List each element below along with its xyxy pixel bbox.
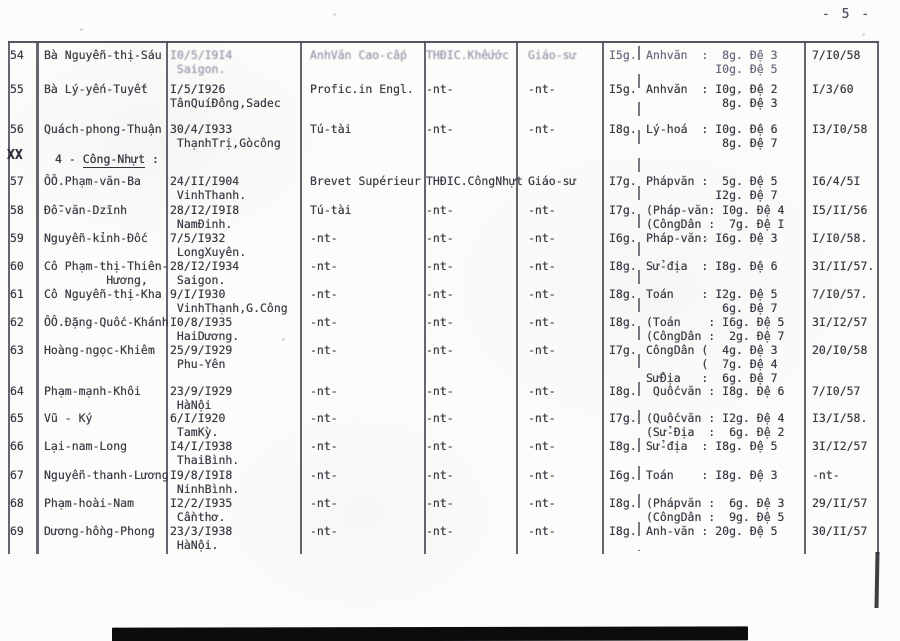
cell-func: -nt- — [528, 259, 556, 273]
cell-diploma: -nt- — [310, 315, 338, 329]
cell-num: 68 — [10, 496, 24, 510]
cell-dob: 7/5/I932 LongXuyên. — [170, 231, 247, 259]
cell-contract: THĐIC.CôngNhựt — [426, 174, 523, 188]
section-title: Công-Nhựt — [82, 152, 146, 166]
cell-hours: I8g. — [609, 315, 637, 329]
cell-diploma: Tú-tài — [310, 203, 352, 217]
cell-subjects: Toán : I8g. Đệ 3 — [646, 468, 778, 482]
column-rule-contract — [516, 41, 518, 554]
cell-dob: I4/I/I938 ThaiBình. — [170, 439, 240, 467]
cell-dob: 30/4/I933 ThạnhTrị,Gòcông — [170, 122, 281, 150]
scan-speck — [737, 92, 740, 95]
cell-name: Quách-phong-Thuận — [44, 122, 162, 136]
cell-diploma: -nt- — [310, 468, 338, 482]
cell-dob: 9/I/I930 VinhThạnh,G.Công — [170, 287, 288, 315]
page-number: - 5 - — [822, 7, 872, 22]
cell-hours: I8g. — [609, 287, 637, 301]
cell-date: I5/II/56 — [812, 203, 868, 217]
cell-diploma: Tú-tài — [310, 122, 352, 136]
cell-diploma: -nt- — [310, 411, 338, 425]
cell-contract: -nt- — [426, 468, 454, 482]
cell-name: Phạm-mạnh-Khôi — [44, 384, 141, 398]
section-heading — [55, 152, 159, 166]
cell-hours: I7g. — [609, 411, 637, 425]
cell-num: 56 — [10, 122, 24, 136]
cell-num: 63 — [10, 343, 24, 357]
column-rule-subjects — [804, 41, 806, 554]
cell-hours: I7g. — [609, 203, 637, 217]
cell-subjects: Sử-địa : I8g. Đệ 6 — [646, 259, 778, 273]
cell-subjects: Phápvăn : 5g. Đệ 5 I2g. Đệ 7 — [646, 174, 778, 202]
cell-num: 58 — [10, 203, 24, 217]
column-rule-function — [602, 41, 604, 554]
cell-diploma: -nt- — [310, 439, 338, 453]
cell-contract: -nt- — [426, 496, 454, 510]
cell-contract: -nt- — [426, 524, 454, 538]
table-top-rule — [8, 41, 879, 43]
cell-diploma: Brevet Supérieur — [310, 174, 421, 188]
cell-diploma: -nt- — [310, 496, 338, 510]
cell-num: 60 — [10, 259, 24, 273]
cell-func: -nt- — [528, 82, 556, 96]
cell-date: I6/4/5I — [812, 174, 861, 188]
cell-num: 55 — [10, 82, 24, 96]
cell-func: -nt- — [528, 496, 556, 510]
scan-speck — [282, 338, 285, 341]
cell-dob: 28/I2/I934 Saigon. — [170, 259, 240, 287]
cell-name: Lại-nam-Long — [44, 439, 128, 453]
cell-func: -nt- — [528, 524, 556, 538]
cell-name: Cô Nguyễn-thị-Kha — [44, 287, 162, 301]
cell-contract: -nt- — [426, 411, 454, 425]
cell-name: Bà Lý-yến-Tuyết — [44, 82, 148, 96]
cell-date: 30/II/57 — [812, 524, 868, 538]
cell-subjects: Quốcvăn : I8g. Đệ 6 — [646, 384, 785, 398]
cell-diploma: -nt- — [310, 384, 338, 398]
cell-name: ÔÔ.Phạm-văn-Ba — [44, 174, 141, 188]
cell-diploma: -nt- — [310, 259, 338, 273]
cell-func: Giáo-sư — [528, 174, 577, 188]
scan-artifact-bar — [112, 626, 748, 641]
cell-contract: -nt- — [426, 203, 454, 217]
scan-speck — [80, 28, 83, 31]
cell-num: 54 — [10, 48, 24, 62]
cell-hours: I5g. — [609, 82, 637, 96]
cell-hours: I8g. — [609, 122, 637, 136]
column-rule-num — [36, 41, 39, 554]
column-rule-dob — [300, 41, 302, 554]
cell-date: I3/I/58. — [812, 411, 868, 425]
cell-hours: I8g. — [609, 439, 637, 453]
cell-hours: I8g. — [609, 384, 637, 398]
cell-contract: -nt- — [426, 384, 454, 398]
cell-func: -nt- — [528, 468, 556, 482]
cell-subjects: Lý-hoá : I0g. Đệ 6 8g. Đệ 7 — [646, 122, 778, 150]
cell-func: -nt- — [528, 287, 556, 301]
cell-date: 7/I0/57. — [812, 287, 868, 301]
cell-func: -nt- — [528, 439, 556, 453]
cell-dob: 23/9/I929 HàNội — [170, 384, 233, 412]
cell-dob: 6/I/I920 TamKỳ. — [170, 411, 226, 439]
cell-hours: I6g. — [609, 231, 637, 245]
cell-contract: -nt- — [426, 231, 454, 245]
cell-num: 59 — [10, 231, 24, 245]
cell-func: Giáo-sư — [528, 48, 577, 62]
cell-hours: I6g. — [609, 468, 637, 482]
cell-contract: -nt- — [426, 259, 454, 273]
cell-func: -nt- — [528, 203, 556, 217]
cell-num: 64 — [10, 384, 24, 398]
cell-num: 62 — [10, 315, 24, 329]
cell-date: 3I/I2/57 — [812, 315, 868, 329]
cell-name: Nguyễn-kỉnh-Đốc — [44, 231, 148, 245]
cell-hours: I8g. — [609, 496, 637, 510]
cell-name: Phạm-hoài-Nam — [44, 496, 135, 510]
cell-diploma: -nt- — [310, 343, 338, 357]
cell-num: 57 — [10, 174, 24, 188]
cell-name: Cô Phạm-thị-Thiên- Hương, — [44, 259, 169, 287]
section-suffix: : — [145, 152, 159, 166]
table-right-border — [877, 41, 879, 554]
cell-diploma: AnhVăn Cao-cấp — [310, 48, 407, 62]
cell-date: 7/I0/57 — [812, 384, 861, 398]
cell-date: I/3/60 — [812, 82, 854, 96]
cell-hours: I7g. — [609, 174, 637, 188]
cell-date: I3/I0/58 — [812, 122, 868, 136]
cell-dob: I9/8/I9I8 NinhBình. — [170, 468, 240, 496]
cell-dob: I0/5/I9I4 Saigon. — [170, 48, 233, 76]
cell-diploma: -nt- — [310, 231, 338, 245]
cell-name: Đỗ-văn-Dzĩnh — [44, 203, 128, 217]
cell-diploma: -nt- — [310, 287, 338, 301]
cell-subjects: CôngDân ( 4g. Đệ 3 ( 7g. Đệ 4 SửĐịa : 6g. Đệ 7 — [646, 343, 778, 385]
cell-contract: -nt- — [426, 439, 454, 453]
cell-num: 65 — [10, 411, 24, 425]
cell-func: -nt- — [528, 411, 556, 425]
cell-func: -nt- — [528, 343, 556, 357]
cell-func: -nt- — [528, 231, 556, 245]
cell-name: Hoàng-ngọc-Khiêm — [44, 343, 155, 357]
cell-contract: -nt- — [426, 315, 454, 329]
cell-subjects: Toán : I2g. Đệ 5 6g. Đệ 7 — [646, 287, 778, 315]
cell-subjects: Anhvăn : I0g. Đệ 2 8g. Đệ 3 — [646, 82, 778, 110]
scan-speck — [705, 238, 708, 241]
cell-subjects: Sử-địa : I8g. Đệ 5 — [646, 439, 778, 453]
cell-date: 7/I0/58 — [812, 48, 861, 62]
cell-subjects: Pháp-văn: I6g. Đệ 3 — [646, 231, 778, 245]
cell-date: 29/II/57 — [812, 496, 868, 510]
section-marker: XX — [7, 148, 23, 163]
cell-date: -nt- — [812, 468, 840, 482]
cell-name: Vũ - Ký — [44, 411, 93, 425]
hours-column-rule — [638, 46, 640, 551]
cell-func: -nt- — [528, 122, 556, 136]
section-prefix: 4 - — [55, 152, 83, 166]
cell-dob: I/5/I926 TânQuíĐông,Sadec — [170, 82, 281, 110]
cell-hours: I7g. — [609, 343, 637, 357]
cell-name: Nguyễn-thanh-Lương — [44, 468, 169, 482]
cell-func: -nt- — [528, 315, 556, 329]
cell-hours: I8g. — [609, 259, 637, 273]
cell-num: 69 — [10, 524, 24, 538]
scan-speck — [862, 33, 865, 36]
cell-date: 3I/I2/57 — [812, 439, 868, 453]
cell-date: 3I/II/57. — [812, 259, 875, 273]
scan-speck — [333, 13, 336, 16]
cell-date: I/I0/58. — [812, 231, 868, 245]
cell-contract: -nt- — [426, 343, 454, 357]
cell-dob: 25/9/I929 Phu-Yên — [170, 343, 233, 371]
cell-num: 67 — [10, 468, 24, 482]
scan-speck — [215, 103, 218, 106]
cell-dob: I0/8/I935 HaiDương. — [170, 315, 240, 343]
cell-diploma: -nt- — [310, 524, 338, 538]
cell-name: Bà Nguyễn-thị-Sáu — [44, 48, 162, 62]
cell-diploma: Profic.in Engl. — [310, 82, 414, 96]
cell-date: 20/I0/58 — [812, 343, 868, 357]
cell-hours: I8g. — [609, 524, 637, 538]
cell-subjects: (Quốcvăn : I2g. Đệ 4 (Sử-Địa : 6g. Đệ 2 — [646, 411, 785, 439]
cell-name: ÔÔ.Đặng-Quốc-Khánh — [44, 315, 169, 329]
cell-dob: 23/3/I938 HàNội. — [170, 524, 233, 552]
cell-dob: I2/2/I935 Cầnthơ. — [170, 496, 233, 524]
cell-func: -nt- — [528, 384, 556, 398]
cell-contract: -nt- — [426, 122, 454, 136]
cell-contract: -nt- — [426, 287, 454, 301]
cell-contract: -nt- — [426, 82, 454, 96]
cell-subjects: Anh-văn : 20g. Đệ 5 — [646, 524, 778, 538]
cell-subjects: (Toán : I6g. Đệ 5 (CôngDân : 2g. Đệ 7 — [646, 315, 785, 343]
cell-subjects: (Pháp-văn: I0g. Đệ 4 (CôngDân : 7g. Đệ I — [646, 203, 785, 231]
cell-hours: I5g. — [609, 48, 637, 62]
scan-edge-mark — [875, 552, 880, 608]
cell-contract: THĐIC.Khếước — [426, 48, 510, 62]
cell-subjects: (Phápvăn : 6g. Đệ 3 (CôngDân : 9g. Đệ 5 — [646, 496, 785, 524]
cell-num: 66 — [10, 439, 24, 453]
cell-num: 61 — [10, 287, 24, 301]
cell-subjects: Anhvăn : 8g. Đệ 3 I0g. Đệ 5 — [646, 48, 778, 76]
cell-dob: 24/II/I904 VinhThanh. — [170, 174, 247, 202]
cell-dob: 28/I2/I9I8 NamĐinh. — [170, 203, 240, 231]
cell-name: Dương-hồng-Phong — [44, 524, 155, 538]
